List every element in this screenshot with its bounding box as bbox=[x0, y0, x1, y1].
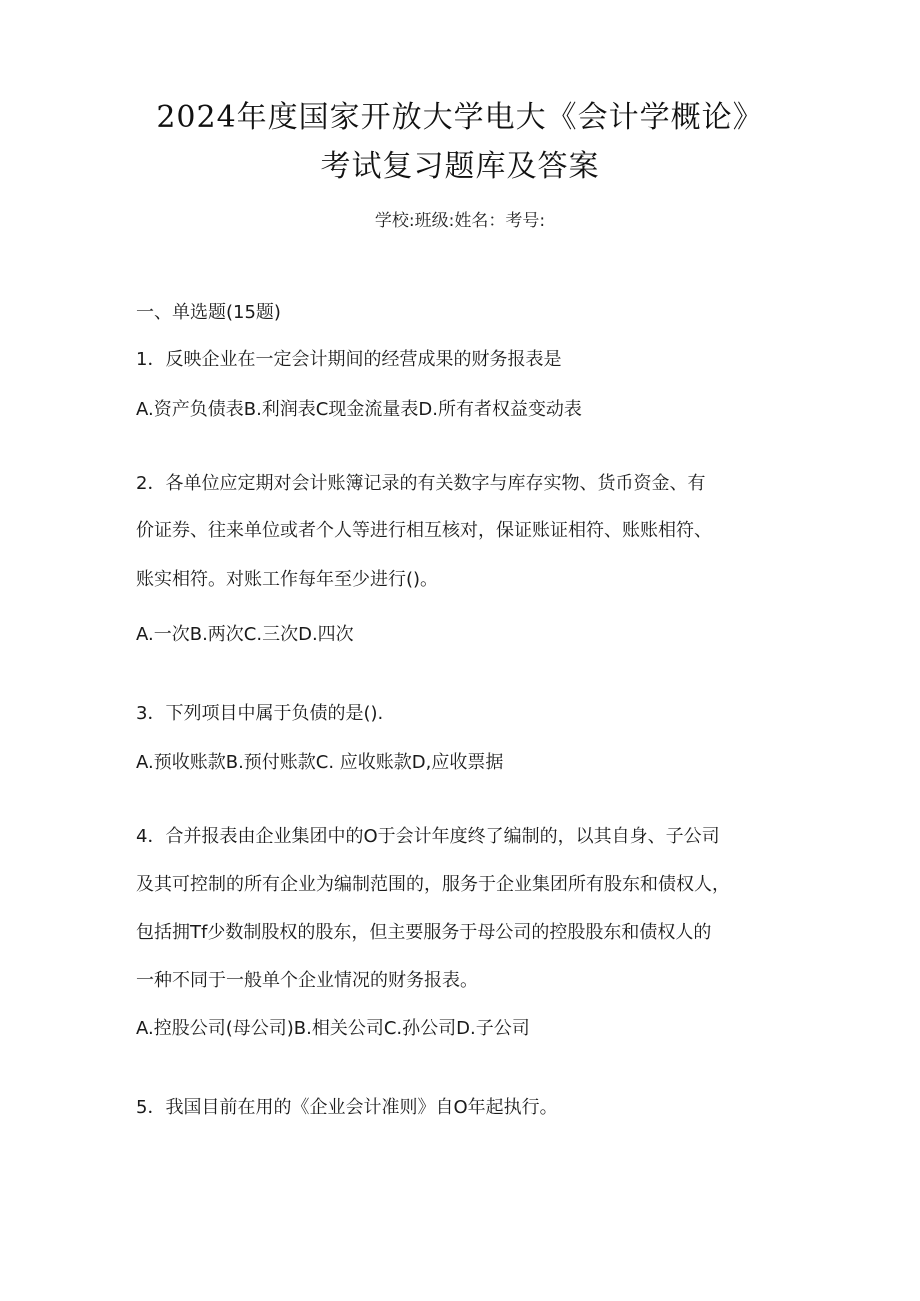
question-2-text-line-3: 账实相符。对账工作每年至少进行()。 bbox=[136, 569, 439, 590]
question-2-text-line-1: 2．各单位应定期对会计账簿记录的有关数字与库存实物、货币资金、有 bbox=[136, 473, 706, 494]
question-1-text: 1．反映企业在一定会计期间的经营成果的财务报表是 bbox=[136, 349, 562, 370]
question-5-text: 5．我国目前在用的《企业会计准则》自O年起执行。 bbox=[136, 1097, 558, 1118]
question-3-text: 3．下列项目中属于负债的是(). bbox=[136, 703, 384, 724]
section-heading: 一、单选题(15题) bbox=[136, 302, 281, 323]
question-1-options: A.资产负债表B.利润表C现金流量表D.所有者权益变动表 bbox=[136, 399, 582, 420]
question-4-options: A.控股公司(母公司)B.相关公司C.孙公司D.子公司 bbox=[136, 1018, 530, 1039]
question-3-options: A.预收账款B.预付账款C. 应收账款D,应收票据 bbox=[136, 752, 504, 773]
question-2-text-line-2: 价证券、往来单位或者个人等进行相互核对，保证账证相符、账账相符、 bbox=[136, 520, 712, 541]
question-4-text-line-1: 4．合并报表由企业集团中的O于会计年度终了编制的，以其自身、子公司 bbox=[136, 826, 720, 847]
question-4-text-line-4: 一种不同于一般单个企业情况的财务报表。 bbox=[136, 970, 478, 991]
question-4-text-line-2: 及其可控制的所有企业为编制范围的，服务于企业集团所有股东和债权人， bbox=[136, 874, 730, 895]
question-2-options: A.一次B.两次C.三次D.四次 bbox=[136, 624, 354, 645]
document-title-line-2: 考试复习题库及答案 bbox=[320, 149, 600, 184]
student-info-line: 学校:班级:姓名：考号: bbox=[374, 211, 546, 231]
question-4-text-line-3: 包括拥Tf少数制股权的股东，但主要服务于母公司的控股股东和债权人的 bbox=[136, 922, 712, 943]
document-title-line-1: 2024年度国家开放大学电大《会计学概论》 bbox=[156, 100, 764, 135]
